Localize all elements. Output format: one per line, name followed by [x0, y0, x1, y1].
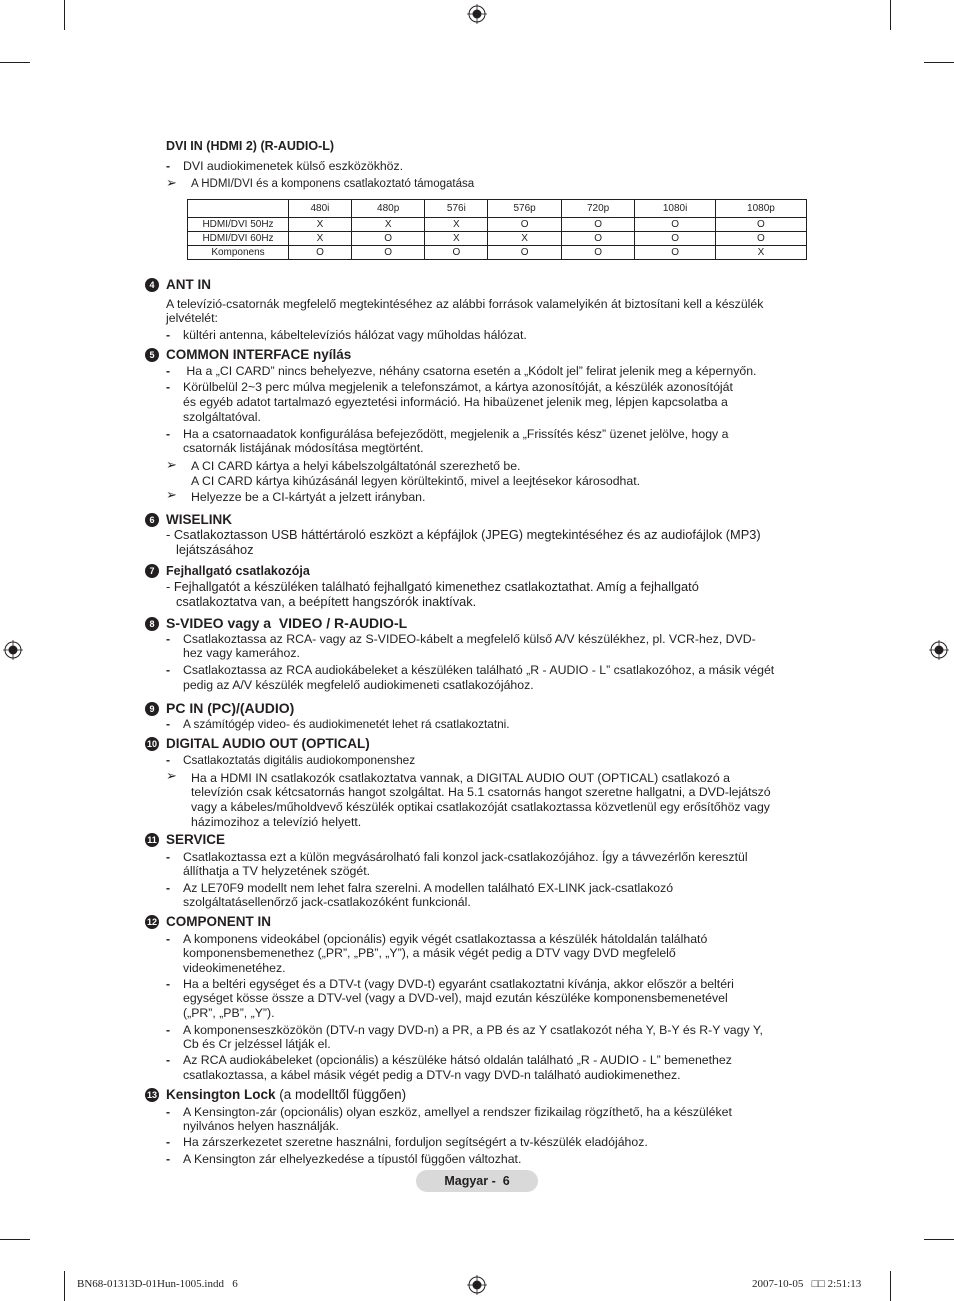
bullet-text: nyilvános helyen használják.: [183, 1119, 339, 1133]
bullet-text: A Kensington-zár (opcionális) olyan eszköz, amellyel a rendszer fizikailag rögzíthető, ha a készüléket: [183, 1105, 732, 1119]
table-header-row: [188, 200, 807, 218]
table-cell: O: [488, 218, 562, 232]
bullet-text: és egyéb adatot tartalmazó egyeztetési információ. Ha hibaüzenet jelenik meg, lépjen kapcsolatba a: [183, 395, 728, 409]
section-number-badge: 10: [146, 739, 157, 749]
dvi-note-text: A HDMI/DVI és a komponens csatlakoztató támogatása: [191, 178, 475, 190]
bullet-text: Ha a beltéri egységet és a DTV-t (vagy DVD-t) egyaránt csatlakoztatni kívánja, akkor először a beltéri: [183, 977, 734, 991]
note-arrow-icon: ➢: [166, 487, 177, 502]
note-arrow-icon: ➢: [166, 768, 177, 783]
bullet-text: csatlakoztassa, a kábel másik végét pedig a DTV-n vagy DVD-n található audiokimenethez.: [183, 1068, 681, 1082]
note-arrow-icon: ➢: [166, 175, 177, 190]
registration-mark-icon: [467, 1275, 487, 1295]
table-cell: X: [425, 218, 488, 232]
section-title: DIGITAL AUDIO OUT (OPTICAL): [166, 736, 370, 751]
section-title: Kensington Lock: [166, 1087, 276, 1102]
table-cell: O: [561, 218, 635, 232]
bullet-text: Az RCA audiokábeleket (opcionális) a készüléke hátsó oldalán található „R - AUDIO - L” bemenethez: [183, 1053, 732, 1067]
note-text: A CI CARD kártya a helyi kábelszolgáltatónál szerezhető be.: [191, 459, 521, 473]
bullet-text: A komponenseszközökön (DTV-n vagy DVD-n) a PR, a PB és az Y csatlakozót néha Y, B-Y és R-Y vagy Y,: [183, 1023, 763, 1037]
note-text: A CI CARD kártya kihúzásánál legyen körültekintő, mivel a leejtésekor károsodhat.: [191, 474, 641, 488]
table-cell: O: [715, 218, 806, 232]
table-cell: X: [715, 246, 806, 260]
section-title: SERVICE: [166, 832, 226, 847]
section-number-badge: 9: [145, 702, 159, 716]
section-number-badge: 6: [145, 513, 159, 527]
table-header-cell: [188, 200, 289, 218]
section-heading-s-video: [145, 615, 407, 631]
bullet-text: Csatlakoztatás digitális audiokomponenshez: [183, 753, 416, 767]
crop-mark: [924, 62, 954, 63]
table-cell: X: [289, 232, 352, 246]
bullet-text: szolgáltatóval.: [183, 410, 261, 424]
bullet-dash: -: [166, 977, 171, 991]
section-heading-digital-audio-out: [145, 736, 370, 751]
table-cell: X: [289, 218, 352, 232]
table-header-cell: 480p: [351, 200, 425, 218]
section-number-badge: 8: [145, 617, 159, 631]
table-cell: O: [715, 232, 806, 246]
crop-mark: [0, 1239, 30, 1240]
table-cell: O: [561, 246, 635, 260]
section-number-badge: 13: [146, 1090, 157, 1100]
note-text: televízión csak kétcsatornás hangot szolgáltat. Ha 5.1 csatornás hangot szeretne hallgatni, a DVD-lejátszó: [191, 785, 771, 799]
bullet-dash: -: [166, 1105, 171, 1119]
table-cell: X: [351, 218, 425, 232]
section-heading-service: [145, 832, 225, 847]
registration-mark-icon: [467, 4, 487, 24]
bullet-text: Az LE70F9 modellt nem lehet falra szerelni. A modellen található EX-LINK jack-csatlakozó: [183, 881, 674, 895]
table-cell: X: [425, 232, 488, 246]
body-text: - Csatlakoztasson USB háttértároló eszközt a képfájlok (JPEG) megtekintéséhez és az audiofájlok (MP3): [166, 527, 761, 542]
table-cell: O: [635, 218, 716, 232]
section-number-badge: 7: [145, 564, 159, 578]
bullet-text: egységet kösse össze a DTV-vel (vagy a DVD-vel), majd ezután készüléke komponensbemenetével: [183, 991, 728, 1005]
table-row: [188, 232, 807, 246]
section-title: COMPONENT IN: [166, 914, 272, 929]
table-cell: HDMI/DVI 50Hz: [188, 218, 289, 232]
bullet-dash: -: [166, 932, 171, 946]
bullet-text: A komponens videokábel (opcionális) egyik végét csatlakoztassa a készülék hátoldalán található: [183, 932, 708, 946]
bullet-text: Csatlakoztassa az RCA- vagy az S-VIDEO-kábelt a megfelelő külső A/V készülékhez, pl. VCR-hez, DVD-: [183, 632, 756, 646]
body-text: A televízió-csatornák megfelelő megtekintéséhez az alábbi források valamelyikén át biztosítani kell a készülék: [166, 297, 764, 311]
bullet-text: kültéri antenna, kábeltelevíziós hálózat vagy műholdas hálózat.: [183, 328, 527, 342]
table-header-cell: 480i: [289, 200, 352, 218]
table-cell: O: [561, 232, 635, 246]
bullet-dash: -: [166, 663, 171, 677]
table-cell: O: [289, 246, 352, 260]
section-title: COMMON INTERFACE nyílás: [166, 347, 352, 362]
bullet-dash: -: [166, 159, 171, 173]
section-number-badge: 11: [145, 833, 159, 847]
table-header-cell: 576p: [488, 200, 562, 218]
compatibility-table: [187, 199, 807, 260]
bullet-dash: -: [166, 1152, 171, 1166]
body-text: jelvételét:: [166, 311, 218, 325]
note-text: házimozihoz a televízió helyett.: [191, 815, 362, 829]
section-heading-ant-in: [145, 277, 211, 292]
table-cell: Komponens: [188, 246, 289, 260]
registration-mark-icon: [929, 640, 949, 660]
bullet-dash: -: [166, 427, 171, 441]
section-title: ANT IN: [166, 277, 211, 292]
section-heading-wiselink: [145, 512, 232, 527]
bullet-dash: -: [166, 1053, 171, 1067]
bullet-text: A Kensington zár elhelyezkedése a típustól függően változhat.: [183, 1152, 522, 1166]
body-text: lejátszásához: [176, 542, 254, 557]
body-text: csatlakoztatva van, a beépített hangszórók inaktívak.: [176, 594, 477, 609]
section-number-badge: 12: [146, 917, 157, 927]
note-text: Helyezze be a CI-kártyát a jelzett irányban.: [191, 490, 426, 504]
section-number-badge: 4: [145, 278, 159, 292]
bullet-dash: -: [166, 1135, 171, 1149]
crop-mark: [64, 1271, 65, 1301]
bullet-dash: -: [166, 881, 171, 895]
note-text: vagy a kábeles/műholdvevő készülék optikai csatlakozóját csatlakoztassa közvetlenül egy erősítőhöz vagy: [191, 800, 770, 814]
registration-mark-icon: [3, 640, 23, 660]
bullet-text: csatornák listájának módosítása megtörtént.: [183, 441, 424, 455]
bullet-text: hez vagy kamerához.: [183, 646, 300, 660]
table-cell: X: [488, 232, 562, 246]
bullet-text: Körülbelül 2~3 perc múlva megjelenik a telefonszámot, a kártya azonosítóját, a készülék azonosítóját: [183, 380, 733, 394]
section-heading-kensington-lock: [145, 1087, 406, 1102]
bullet-text: komponensbemenethez („PR”, „PB”, „Y”), a másik végét pedig a DTV vagy DVD megfelelő: [183, 946, 676, 960]
table-row: [188, 218, 807, 232]
bullet-text: Ha a csatornaadatok konfigurálása befejeződött, megjelenik a „Frissítés kész” üzenet jelölve, hogy a: [183, 427, 729, 441]
bullet-dash: -: [166, 328, 171, 342]
section-heading-common-interface: [145, 347, 351, 362]
bullet-text: szolgáltatásellenőrző jack-csatlakozóként funkcionál.: [183, 895, 471, 909]
note-text: Ha a HDMI IN csatlakozók csatlakoztatva vannak, a DIGITAL AUDIO OUT (OPTICAL) csatlakozó a: [191, 771, 730, 785]
bullet-text: Cb és Cr jelzéssel látják el.: [183, 1037, 331, 1051]
bullet-text: Ha zárszerkezetet szeretne használni, forduljon segítségért a tv-készülék eladójához.: [183, 1135, 648, 1149]
bullet-text: állíthatja a TV helyzetének szögét.: [183, 864, 371, 878]
section-heading-headphone: [145, 564, 310, 578]
section-title: Fejhallgató csatlakozója: [166, 564, 310, 578]
bullet-text: pedig az A/V készülék megfelelő audiokimeneti csatlakozójához.: [183, 678, 534, 692]
table-cell: O: [351, 246, 425, 260]
table-cell: O: [351, 232, 425, 246]
bullet-dash: -: [166, 380, 171, 394]
section-title: S-VIDEO vagy a VIDEO / R-AUDIO-L: [166, 615, 408, 631]
crop-mark: [64, 0, 65, 30]
table-header-cell: 1080i: [635, 200, 716, 218]
bullet-dash: -: [166, 632, 171, 646]
bullet-text: Csatlakoztassa ezt a külön megvásárolható fali konzol jack-csatlakozójához. Így a távvezérlőn keresztül: [183, 850, 748, 864]
table-cell: O: [488, 246, 562, 260]
section-title: PC IN (PC)/(AUDIO): [166, 700, 295, 716]
bullet-text: Ha a „CI CARD” nincs behelyezve, néhány csatorna esetén a „Kódolt jel” felirat jelenik meg a képernyőn.: [183, 364, 757, 378]
bullet-dash: -: [166, 753, 171, 767]
imprint-timestamp: 2007-10-05 □□ 2:51:13: [752, 1278, 862, 1290]
table-row: [188, 246, 807, 260]
crop-mark: [890, 1271, 891, 1301]
section-title: WISELINK: [166, 512, 232, 527]
dvi-bullet-text: DVI audiokimenetek külső eszközökhöz.: [183, 159, 404, 173]
body-text: - Fejhallgatót a készüléken található fejhallgató kimenethez csatlakoztathat. Amíg a fejhallgató: [166, 579, 699, 594]
bullet-text: videokimenetéhez.: [183, 961, 286, 975]
crop-mark: [890, 0, 891, 30]
table-cell: O: [425, 246, 488, 260]
bullet-dash: -: [166, 850, 171, 864]
table-header-cell: 720p: [561, 200, 635, 218]
bullet-dash: -: [166, 1023, 171, 1037]
bullet-dash: -: [166, 717, 171, 731]
bullet-text: Csatlakoztassa az RCA audiokábeleket a készüléken található „R - AUDIO - L” csatlakozóhoz, a másik végét: [183, 663, 775, 677]
bullet-text: A számítógép video- és audiokimenetét lehet rá csatlakoztatni.: [183, 717, 510, 731]
table-header-cell: 1080p: [715, 200, 806, 218]
table-header-cell: 576i: [425, 200, 488, 218]
section-number-badge: 5: [145, 348, 159, 362]
table-cell: O: [635, 232, 716, 246]
table-cell: HDMI/DVI 60Hz: [188, 232, 289, 246]
section-heading-component-in: [145, 914, 271, 929]
dvi-heading: DVI IN (HDMI 2) (R-AUDIO-L): [166, 139, 335, 153]
table-cell: O: [635, 246, 716, 260]
imprint-filename: BN68-01313D-01Hun-1005.indd 6: [77, 1278, 238, 1290]
section-heading-pc-in: [145, 700, 294, 716]
crop-mark: [0, 62, 30, 63]
section-title-note: (a modelltől függően): [275, 1087, 407, 1102]
bullet-dash: -: [166, 364, 171, 378]
note-arrow-icon: ➢: [166, 457, 177, 472]
page-number-label: Magyar - 6: [416, 1170, 538, 1192]
bullet-text: („PR”, „PB”, „Y”).: [183, 1006, 275, 1020]
crop-mark: [924, 1239, 954, 1240]
